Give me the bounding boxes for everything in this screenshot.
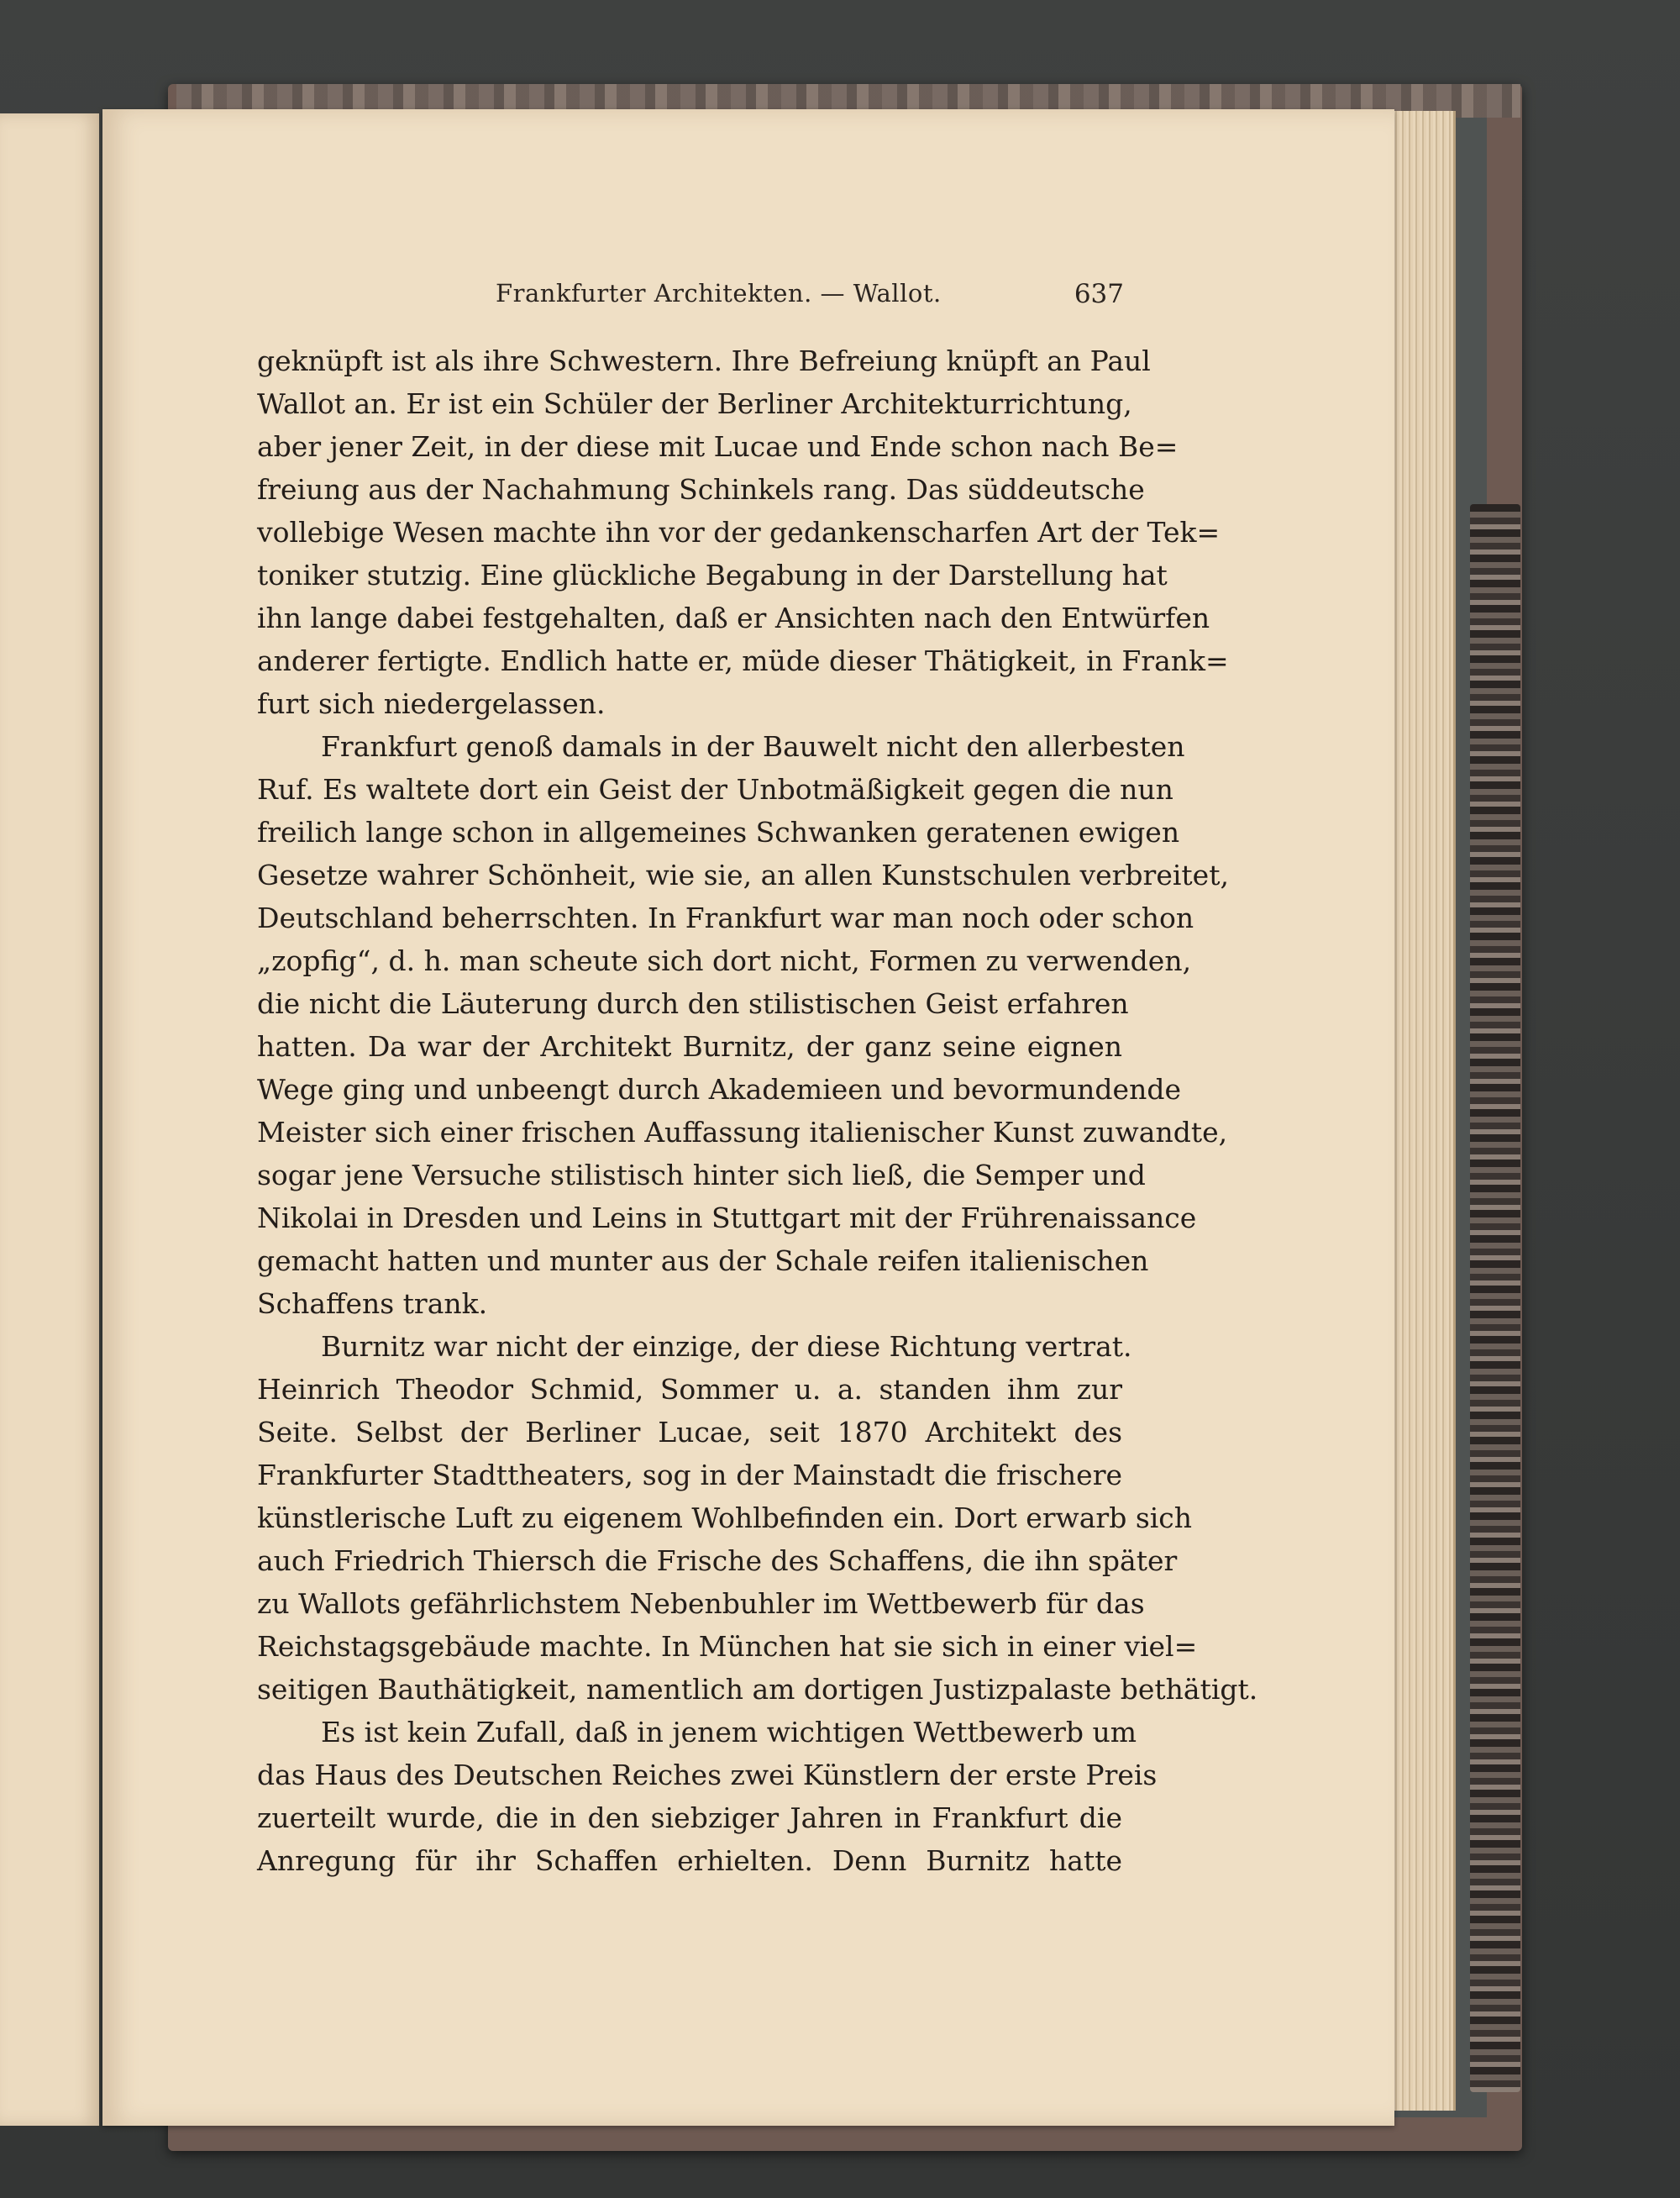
text-line: künstlerische Luft zu eigenem Wohlbefinden ein. Dort erwarb sich [257,1501,1193,1534]
text-line: anderer fertigte. Endlich hatte er, müde dieser Thätigkeit, in Frank= [257,644,1229,677]
page-stack-edges [1386,111,1456,2111]
text-line: freiung aus der Nachahmung Schinkels rang. Das süddeutsche [257,473,1145,506]
text-line: Wege ging und unbeengt durch Akademieen und bevormundende [257,1073,1181,1106]
text-line: Burnitz war nicht der einzige, der diese Richtung vertrat. [321,1330,1132,1363]
spine-marbled-pattern [1470,504,1520,2092]
text-line: Seite. Selbst der Berliner Lucae, seit 1870 Architekt des [257,1416,1122,1449]
text-line: aber jener Zeit, in der diese mit Lucae und Ende schon nach Be= [257,430,1179,463]
text-line: „zopfig“, d. h. man scheute sich dort nicht, Formen zu verwenden, [257,944,1192,977]
text-line: die nicht die Läuterung durch den stilistischen Geist erfahren [257,987,1129,1020]
text-line: auch Friedrich Thiersch die Frische des Schaffens, die ihn später [257,1544,1178,1577]
text-line: Deutschland beherrschten. In Frankfurt war man noch oder schon [257,902,1194,934]
page-number: 637 [1074,279,1124,309]
text-line: zu Wallots gefährlichstem Nebenbuhler im Wettbewerb für das [257,1587,1145,1620]
left-page-fragment [0,113,99,2126]
text-line: Heinrich Theodor Schmid, Sommer u. a. standen ihm zur [257,1373,1122,1406]
text-line: Wallot an. Er ist ein Schüler der Berliner Architekturrichtung, [257,387,1132,420]
text-line: ihn lange dabei festgehalten, daß er Ansichten nach den Entwürfen [257,602,1210,634]
text-line: seitigen Bauthätigkeit, namentlich am dortigen Justizpalaste bethätigt. [257,1673,1258,1706]
text-line: sogar jene Versuche stilistisch hinter sich ließ, die Semper und [257,1159,1146,1191]
text-line: Ruf. Es waltete dort ein Geist der Unbotmäßigkeit gegen die nun [257,773,1173,806]
text-line: das Haus des Deutschen Reiches zwei Künstlern der erste Preis [257,1759,1158,1791]
text-line: Schaffens trank. [257,1287,488,1320]
running-head: Frankfurter Architekten. — Wallot. [496,279,942,308]
text-line: Nikolai in Dresden und Leins in Stuttgart mit der Frührenaissance [257,1202,1197,1234]
text-line: Frankfurter Stadttheaters, sog in der Mainstadt die frischere [257,1459,1122,1491]
text-line: freilich lange schon in allgemeines Schwanken geratenen ewigen [257,816,1180,849]
text-line: Anregung für ihr Schaffen erhielten. Denn Burnitz hatte [257,1844,1122,1877]
text-line: toniker stutzig. Eine glückliche Begabung in der Darstellung hat [257,559,1168,592]
text-line: vollebige Wesen machte ihn vor der gedankenscharfen Art der Tek= [257,516,1221,549]
text-line: hatten. Da war der Architekt Burnitz, der ganz seine eignen [257,1030,1122,1063]
text-line: Gesetze wahrer Schönheit, wie sie, an allen Kunstschulen verbreitet, [257,859,1229,891]
text-line: Meister sich einer frischen Auffassung italienischer Kunst zuwandte, [257,1116,1228,1149]
text-line: Reichstagsgebäude machte. In München hat sie sich in einer viel= [257,1630,1198,1663]
text-line: geknüpft ist als ihre Schwestern. Ihre Befreiung knüpft an Paul [257,344,1151,377]
text-line: gemacht hatten und munter aus der Schale reifen italienischen [257,1244,1149,1277]
text-line: furt sich niedergelassen. [257,687,606,720]
text-line: Frankfurt genoß damals in der Bauwelt nicht den allerbesten [321,730,1185,763]
text-line: zuerteilt wurde, die in den siebziger Jahren in Frankfurt die [257,1801,1122,1834]
text-line: Es ist kein Zufall, daß in jenem wichtigen Wettbewerb um [321,1716,1137,1748]
